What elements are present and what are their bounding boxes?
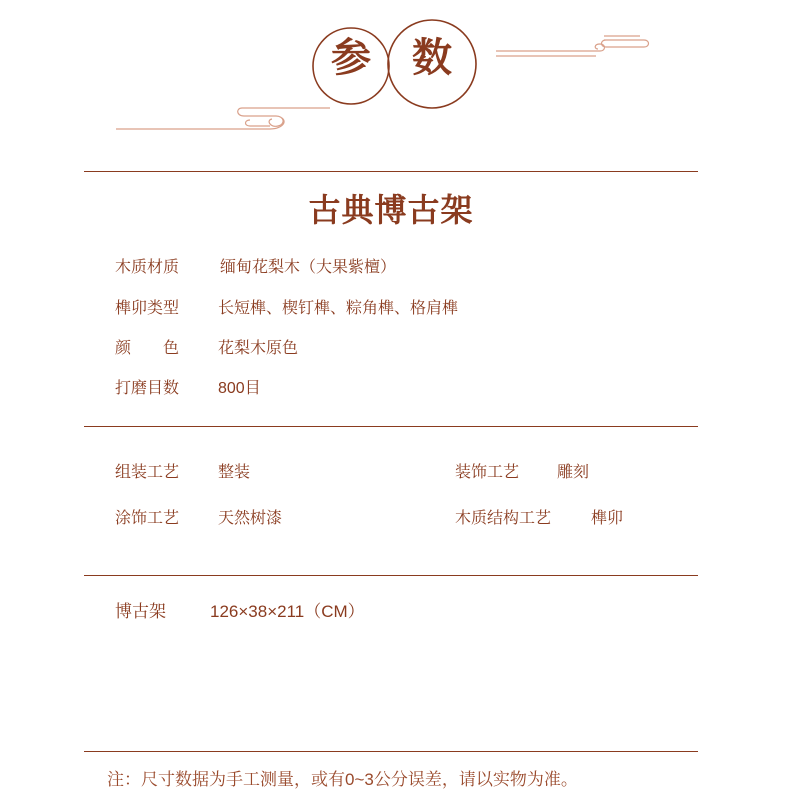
craft-value-assembly: 整装 (218, 464, 251, 481)
craft-value-finish: 天然树漆 (218, 510, 283, 527)
heading-char-can: 参 (331, 34, 371, 81)
craft-label-assembly: 组装工艺 (115, 464, 180, 481)
craft-label-decoration: 装饰工艺 (455, 464, 520, 481)
divider-bottom (84, 751, 698, 752)
spec-label-joinery: 榫卯类型 (115, 300, 180, 317)
spec-value-material: 缅甸花梨木（大果紫檀） (220, 259, 397, 276)
header-decoration (0, 0, 790, 150)
craft-value-structure: 榫卯 (591, 510, 624, 527)
craft-label-structure: 木质结构工艺 (455, 510, 552, 527)
divider-specs (84, 426, 698, 427)
spec-label-polish: 打磨目数 (115, 380, 180, 397)
spec-value-color: 花梨木原色 (218, 340, 299, 357)
heading-char-shu: 数 (412, 34, 452, 81)
divider-crafts (84, 575, 698, 576)
product-title: 古典博古架 (308, 191, 474, 229)
craft-value-decoration: 雕刻 (557, 464, 590, 481)
dimension-label: 博古架 (115, 602, 166, 621)
dimension-value: 126×38×211（CM） (210, 602, 365, 621)
cloud-ornament-left (116, 108, 330, 129)
divider-top (84, 171, 698, 172)
spec-value-polish: 800目 (218, 380, 261, 397)
spec-value-joinery: 长短榫、楔钉榫、粽角榫、格肩榫 (218, 300, 459, 317)
cloud-ornament-right (496, 36, 649, 56)
measurement-note: 注：尺寸数据为手工测量，或有0~3公分误差，请以实物为准。 (107, 770, 578, 789)
spec-label-material: 木质材质 (115, 259, 180, 276)
spec-label-color: 颜 色 (115, 340, 180, 357)
craft-label-finish: 涂饰工艺 (115, 510, 180, 527)
